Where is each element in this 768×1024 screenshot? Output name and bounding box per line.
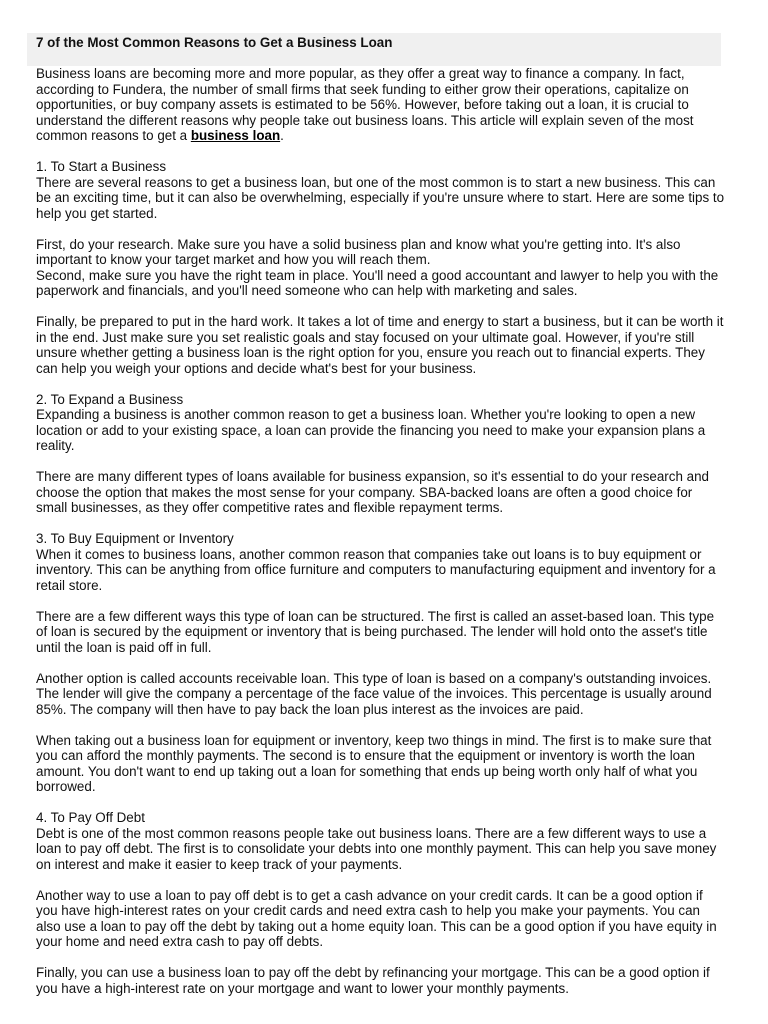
business-loan-link[interactable]: business loan: [190, 128, 281, 143]
paragraph: There are many different types of loans available for business expansion, so it's essential to do your research and choose the option that makes the most sense for your company. SBA-backed loans are often a good choice for small businesses, as they offer competitive rates and flexible repayment terms.: [36, 469, 709, 515]
section-heading: 2. To Expand a Business: [36, 391, 184, 407]
paragraph: Debt is one of the most common reasons people take out business loans. There are a few different ways to use a loan to pay off debt. The first is to consolidate your debts into one monthly payment. This can help you save money on interest and make it easier to keep track of your payments.: [36, 825, 717, 872]
paragraph: There are a few different ways this type of loan can be structured. The first is called an asset-based loan. This type of loan is secured by the equipment or inventory that is being purchased. The lender will hold onto the asset's title until the loan is paid off in full.: [36, 608, 715, 655]
document-title: 7 of the Most Common Reasons to Get a Business Loan: [36, 35, 393, 50]
paragraph: When it comes to business loans, another common reason that companies take out loans is to buy equipment or inventory. This can be anything from office furniture and computers to manufacturing equipment and inventory for a retail store.: [36, 546, 716, 593]
intro-text: Business loans are becoming more and more popular, as they offer a great way to finance a company. In fact, according to Fundera, the number of small firms that seek funding to either grow their operations, capitalize on opportunities, or buy company assets is estimated to be 56%. However, before taking out a loan, it is crucial to understand the different reasons why people take out business loans. This article will explain seven of the most common reasons to get a: [36, 66, 694, 143]
document-body: [36, 66, 726, 1012]
paragraph: First, do your research. Make sure you have a solid business plan and know what you're getting into. It's also important to know your target market and how you will reach them.: [36, 236, 681, 267]
paragraph: Second, make sure you have the right team in place. You'll need a good accountant and lawyer to help you with the paperwork and financials, and you'll need someone who can help with marketing and sales.: [36, 267, 719, 298]
section-heading: 4. To Pay Off Debt: [36, 810, 145, 825]
section-heading: 3. To Buy Equipment or Inventory: [36, 531, 234, 546]
paragraph: When taking out a business loan for equipment or inventory, keep two things in mind. The first is to make sure that you can afford the monthly payments. The second is to ensure that the equipment or inventory is worth the loan amount. You don't want to end up taking out a loan for something that ends up being worth only half of what you borrowed.: [36, 732, 712, 794]
paragraph: Another way to use a loan to pay off debt is to get a cash advance on your credit cards. It can be a good option if you have high-interest rates on your credit cards and need extra cash to help you make your payments. You can also use a loan to pay off the debt by taking out a home equity loan. This can be a good option if you have equity in your home and need extra cash to pay off debts.: [36, 887, 717, 949]
paragraph: Finally, you can use a business loan to pay off the debt by refinancing your mortgage. This can be a good option if you have a high-interest rate on your mortgage and want to lower your monthly payments.: [36, 965, 710, 996]
paragraph: Finally, be prepared to put in the hard work. It takes a lot of time and energy to start a business, but it can be worth it in the end. Just make sure you set realistic goals and stay focused on your ultimate goal. However, if you're still unsure whether getting a business loan is the right option for you, ensure you reach out to financial experts. They can help you weigh your options and decide what's best for your business.: [36, 314, 724, 376]
paragraph: Expanding a business is another common reason to get a business loan. Whether you're looking to open a new location or add to your existing space, a loan can provide the financing you need to make your expansion plans a reality.: [36, 407, 706, 453]
paragraph: There are several reasons to get a business loan, but one of the most common is to start a new business. This can be an exciting time, but it can also be overwhelming, especially if you're unsure where to start. Here are some tips to help you get started.: [36, 174, 725, 221]
paragraph: Another option is called accounts receivable loan. This type of loan is based on a company's outstanding invoices. The lender will give the company a percentage of the face value of the invoices. This percentage is usually around 85%. The company will then have to pay back the loan plus interest as the invoices are paid.: [36, 670, 712, 717]
intro-paragraph: [36, 66, 726, 144]
section-heading: 1. To Start a Business: [36, 159, 167, 174]
intro-text-end: .: [280, 128, 284, 143]
